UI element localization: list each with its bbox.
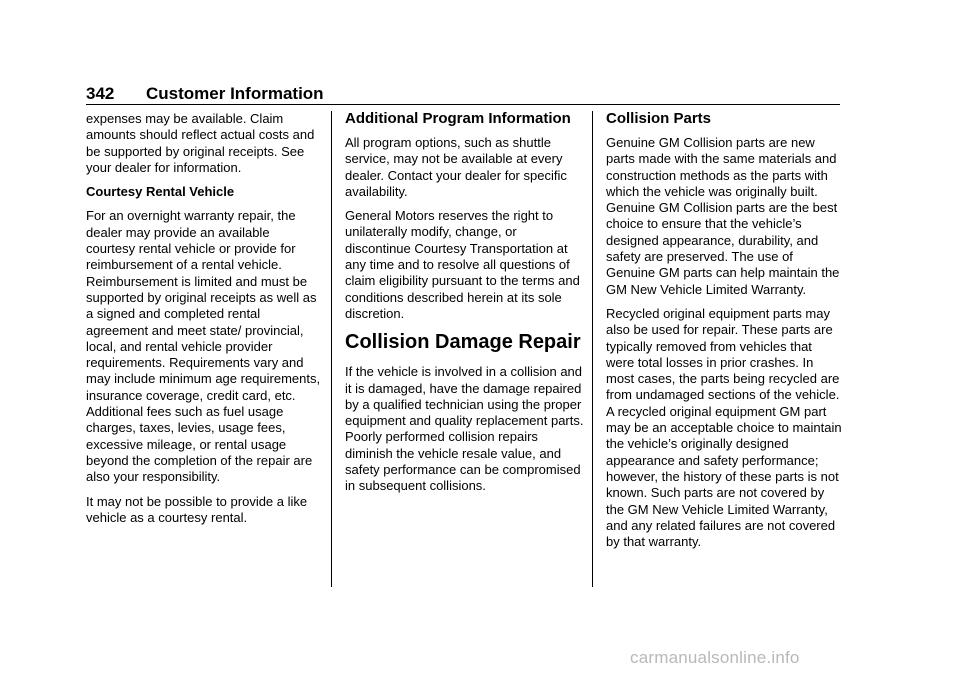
column-divider — [331, 111, 332, 587]
paragraph: For an overnight warranty repair, the dealer may provide an available courtesy rental vehicle or provide for reimbursement of a rental vehicle. Reimbursement is limited and must be supported by original receipts as well as a signed and completed rental agreement and meet state/ provincial, local, and rental vehicle provider requirements. Requirements vary and may include minimum age requirements, insurance coverage, credit card, etc. Additional fees such as fuel usage charges, taxes, levies, usage fees, excessive mileage, or rental usage beyond the completion of the repair are also your responsibility. — [86, 208, 321, 485]
column-1 — [86, 111, 322, 534]
watermark: carmanualsonline.info — [630, 648, 800, 667]
section-title: Customer Information — [146, 84, 324, 103]
heading-additional-program: Additional Program Information — [345, 110, 571, 127]
column-divider — [592, 111, 593, 587]
paragraph: All program options, such as shuttle service, may not be available at every dealer. Contact your dealer for specific availability. — [345, 135, 567, 199]
page-number: 342 — [86, 84, 115, 103]
paragraph: Recycled original equipment parts may also be used for repair. These parts are typically removed from vehicles that were total losses in prior crashes. In most cases, the parts being recycled are from undamaged sections of the vehicle. A recycled original equipment GM part may be an acceptable choice to maintain the vehicle’s originally designed appearance and safety performance; however, the history of these parts is not known. Such parts are not covered by the GM New Vehicle Limited Warranty, and any related failures are not covered by that warranty. — [606, 305, 842, 550]
column-3 — [606, 110, 842, 558]
subheading-courtesy-rental: Courtesy Rental Vehicle — [86, 184, 235, 200]
paragraph: expenses may be available. Claim amounts should reflect actual costs and be supported by original receipts. See your dealer for information. — [86, 111, 315, 175]
column-2 — [345, 110, 585, 503]
heading-collision-parts: Collision Parts — [606, 110, 712, 127]
paragraph: It may not be possible to provide a like vehicle as a courtesy rental. — [86, 493, 308, 525]
heading-collision-damage-repair: Collision Damage Repair — [345, 331, 581, 354]
paragraph: General Motors reserves the right to unilaterally modify, change, or discontinue Courtesy Transportation at any time and to resolve all questions of claim eligibility pursuant to the terms and conditions described herein at its sole discretion. — [345, 208, 580, 321]
paragraph: If the vehicle is involved in a collision and it is damaged, have the damage repaired by a qualified technician using the proper equipment and quality replacement parts. Poorly performed collision repairs diminish the vehicle resale value, and safety performance can be compromised in subsequent collisions. — [345, 364, 584, 494]
paragraph: Genuine GM Collision parts are new parts made with the same materials and construction methods as the parts with which the vehicle was originally built. Genuine GM Collision parts are the best choice to ensure that the vehicle’s designed appearance, durability, and safety are preserved. The use of Genuine GM parts can help maintain the GM New Vehicle Limited Warranty. — [606, 135, 840, 297]
page-header — [86, 84, 840, 104]
header-rule — [86, 104, 840, 105]
